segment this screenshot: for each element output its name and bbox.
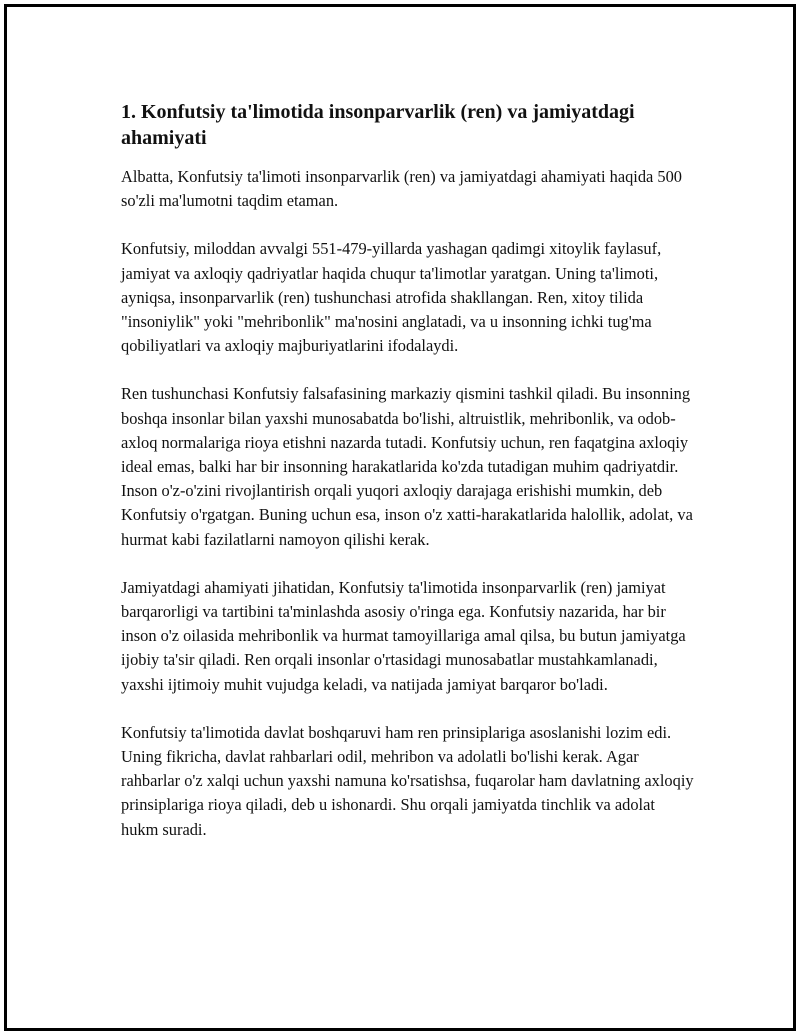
paragraph-intro: Albatta, Konfutsiy ta'limoti insonparvarlik (ren) va jamiyatdagi ahamiyati haqida 500 so'zli ma'lumotni taqdim etaman. [121,167,682,211]
paragraph-society: Jamiyatdagi ahamiyati jihatidan, Konfutsiy ta'limotida insonparvarlik (ren) jamiyat barqarorligi va tartibini ta'minlashda asosiy o'ringa ega. Konfutsiy nazarida, har bir inson o'z oilasida mehribonlik va hurmat tamoyillariga amal qilsa, bu butun jamiyatga ijobiy ta'sir qiladi. Ren orqali insonlar o'rtasidagi munosabatlar mustahkamlanadi, yaxshi ijtimoiy muhit vujudga keladi, va natijada jamiyat barqaror bo'ladi. [121,577,686,694]
paragraph-ren-concept: Ren tushunchasi Konfutsiy falsafasining markaziy qismini tashkil qiladi. Bu insonning boshqa insonlar bilan yaxshi munosabatda bo'lishi, altruistlik, mehribonlik, va odob-axloq normalariga rioya etishni nazarda tutadi. Konfutsiy uchun, ren faqatgina axloqiy ideal emas, balki har bir insonning harakatlarida ko'zda tutadigan muhim qadriyatdir. Inson o'z-o'zini rivojlantirish orqali yuqori axloqiy darajaga erishishi mumkin, deb Konfutsiy o'rgatgan. Buning uchun esa, inson o'z xatti-harakatlarida halollik, adolat, va hurmat kabi fazilatlarni namoyon qilishi kerak. [121,384,693,549]
page-frame [4,4,796,1031]
paragraph-governance: Konfutsiy ta'limotida davlat boshqaruvi ham ren prinsiplariga asoslanishi lozim edi. Uning fikricha, davlat rahbarlari odil, mehribon va adolatli bo'lishi kerak. Agar rahbarlar o'z xalqi uchun yaxshi namuna ko'rsatishsa, fuqarolar ham davlatning axloqiy prinsiplariga rioya qiladi, deb u ishonardi. Shu orqali jamiyatda tinchlik va adolat hukm suradi. [121,722,694,839]
document-heading: 1. Konfutsiy ta'limotida insonparvarlik (ren) va jamiyatdagi ahamiyati [121,101,635,149]
document-body [121,99,696,866]
paragraph-background: Konfutsiy, miloddan avvalgi 551-479-yillarda yashagan qadimgi xitoylik faylasuf, jamiyat va axloqiy qadriyatlar haqida chuqur ta'limotlar yaratgan. Uning ta'limoti, ayniqsa, insonparvarlik (ren) tushunchasi atrofida shakllangan. Ren, xitoy tilida "insoniylik" yoki "mehribonlik" ma'nosini anglatadi, va u insonning ichki tug'ma qobiliyatlari va axloqiy majburiyatlarini ifodalaydi. [121,239,662,356]
